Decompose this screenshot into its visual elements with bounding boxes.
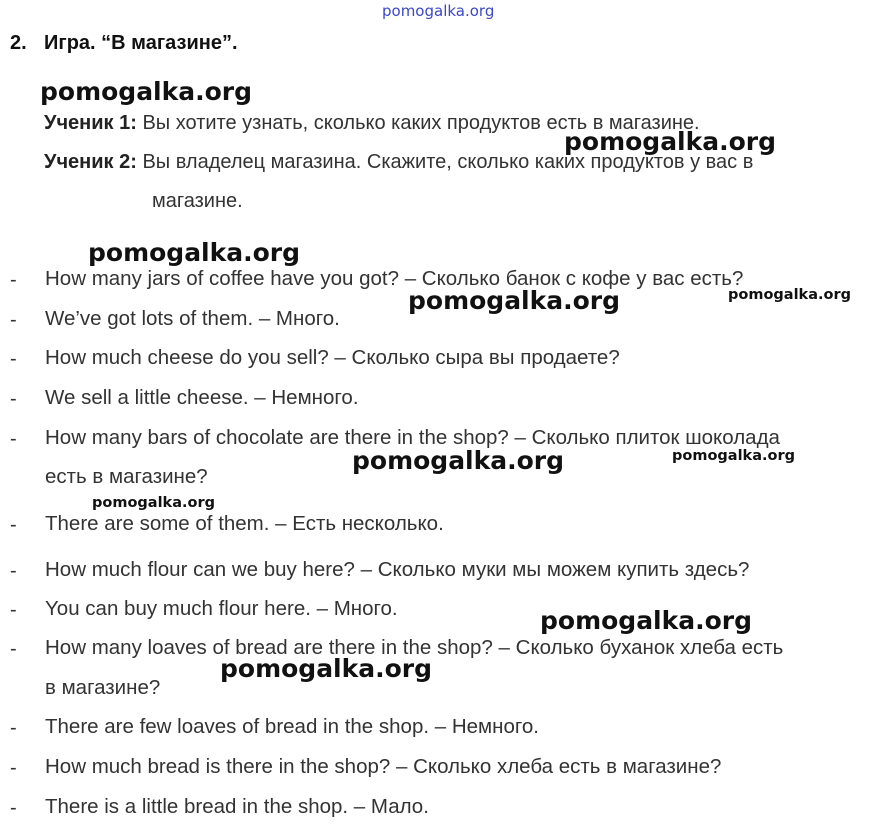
student-1-line [44,103,700,143]
watermark: pomogalka.org [40,77,253,106]
bullet-dash: - [10,797,17,819]
top-watermark: pomogalka.org [382,2,495,20]
student-1-text: Вы хотите узнать, сколько каких продуктов есть в магазине. [142,112,700,134]
dialogue-line: We’ve got lots of them. – Много. [45,307,340,330]
bullet-dash: - [10,269,17,291]
watermark: pomogalka.org [88,238,301,267]
bullet-dash: - [10,638,17,660]
bullet-dash: - [10,388,17,410]
dialogue-line: How much bread is there in the shop? – Сколько хлеба есть в магазине? [45,755,722,778]
dialogue-line: How many jars of coffee have you got? – Сколько банок с кофе у вас есть? [45,267,744,290]
watermark: pomogalka.org [564,127,777,156]
watermark: pomogalka.org [408,286,621,315]
watermark: pomogalka.org [92,495,215,511]
dialogue-line: How many loaves of bread are there in the shop? – Сколько буханок хлеба есть [45,636,784,659]
dialogue-line-continuation: есть в магазине? [45,465,208,488]
dialogue-line: How much cheese do you sell? – Сколько сыра вы продаете? [45,346,620,369]
bullet-dash: - [10,599,17,621]
watermark: pomogalka.org [352,446,565,475]
dialogue-line: You can buy much flour here. – Много. [45,597,398,620]
bullet-dash: - [10,717,17,739]
task-title: Игра. “В магазине”. [44,32,238,54]
dialogue-line: How much flour can we buy here? – Сколько муки мы можем купить здесь? [45,558,750,581]
student-2-text: Вы владелец магазина. Скажите, сколько каких продуктов у вас в [142,151,754,173]
dialogue-line: How many bars of chocolate are there in the shop? – Сколько плиток шоколада [45,426,780,449]
dialogue-line: There are some of them. – Есть несколько. [45,512,444,535]
watermark: pomogalka.org [728,287,851,303]
dialogue-line: There is a little bread in the shop. – Мало. [45,795,429,818]
bullet-dash: - [10,309,17,331]
bullet-dash: - [10,348,17,370]
bullet-dash: - [10,428,17,450]
bullet-dash: - [10,757,17,779]
dialogue-line: We sell a little cheese. – Немного. [45,386,359,409]
student-2-continuation: магазине. [152,190,243,212]
watermark: pomogalka.org [672,448,795,464]
dialogue-line-continuation: в магазине? [45,676,161,699]
student-1-label: Ученик 1: [44,112,137,134]
student-2-label: Ученик 2: [44,151,137,173]
dialogue-line: There are few loaves of bread in the shop. – Немного. [45,715,539,738]
student-2-line [44,142,753,182]
watermark: pomogalka.org [540,606,753,635]
bullet-dash: - [10,560,17,582]
bullet-dash: - [10,514,17,536]
watermark: pomogalka.org [220,654,433,683]
task-number: 2. [10,32,27,54]
